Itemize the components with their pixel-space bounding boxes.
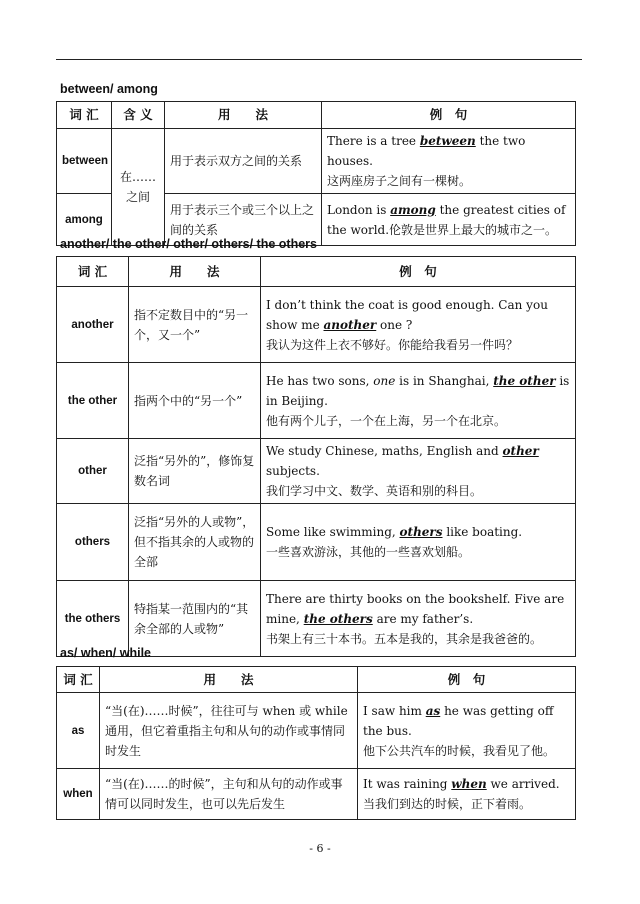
usage-cell: 用于表示双方之间的关系: [165, 129, 322, 194]
keyword: the others: [303, 611, 373, 626]
emphasis-word: one: [373, 373, 396, 388]
keyword: the other: [493, 373, 556, 388]
section-title-between-among: between/ among: [60, 82, 158, 96]
example-text: is in Beijing.: [266, 373, 570, 408]
example-english: [266, 589, 570, 629]
word-cell: between: [57, 129, 112, 194]
header-meaning: 含 义: [112, 102, 165, 129]
usage-cell: “当(在)……时候”，往往可与 when 或 while 通用，但它着重指主句和从句的动作或事情同时发生: [100, 693, 358, 769]
word-cell: another: [57, 287, 129, 363]
example-text: He has two sons,: [266, 373, 374, 388]
example-text: subjects.: [266, 464, 320, 478]
example-chinese: 他下公共汽车的时候，我看见了他。: [363, 743, 556, 758]
example-text: It was raining: [363, 777, 452, 791]
usage-cell: “当(在)……的时候”，主句和从句的动作或事情可以同时发生，也可以先后发生: [100, 769, 358, 820]
example-text: There are thirty books on the bookshelf. Five are mine,: [266, 591, 565, 626]
example-chinese: 我们学习中文、数学、英语和别的科目。: [266, 484, 483, 498]
example-chinese: 书架上有三十本书。五本是我的，其余是我爸爸的。: [266, 631, 543, 646]
header-usage: 用 法: [165, 102, 322, 129]
keyword: others: [399, 525, 443, 539]
example-english: [327, 131, 570, 171]
example-chinese: 我认为这件上衣不够好。你能给我看另一件吗？: [266, 337, 519, 352]
example-cell: [358, 693, 576, 769]
example-text: we arrived.: [486, 777, 560, 791]
example-cell: [261, 504, 576, 581]
example-chinese: 这两座房子之间有一棵树。: [327, 174, 472, 188]
example-chinese: 他有两个儿子，一个在上海，另一个在北京。: [266, 413, 507, 428]
example-cell: [261, 581, 576, 657]
page-number: - 6 -: [309, 842, 331, 855]
keyword: as: [425, 703, 441, 718]
usage-cell: 指不定数目中的“另一个，又一个”: [129, 287, 261, 363]
example-text: We study Chinese, maths, English and: [266, 444, 503, 458]
header-word: 词 汇: [57, 102, 112, 129]
keyword: among: [390, 202, 436, 217]
table-row: [57, 129, 576, 194]
word-cell: among: [57, 194, 112, 246]
example-text: the two houses.: [327, 134, 526, 168]
example-cell: [261, 287, 576, 363]
table-header-row: [57, 102, 576, 129]
usage-cell: 指两个中的“另一个”: [129, 363, 261, 439]
example-chinese: 一些喜欢游泳，其他的一些喜欢划船。: [266, 545, 471, 559]
header-example: 例 句: [358, 667, 576, 693]
example-chinese: 当我们到达的时候，正下着雨。: [363, 797, 532, 811]
example-chinese: 伦敦是世界上最大的城市之一。: [389, 222, 558, 237]
word-cell: the others: [57, 581, 129, 657]
top-rule: [56, 59, 582, 60]
meaning-cell: 在…… 之间: [112, 129, 165, 246]
example-english: [266, 522, 570, 542]
example-english: [363, 774, 570, 794]
another-others-table: [56, 256, 576, 657]
word-cell: others: [57, 504, 129, 581]
section-title-as-when-while: as/ when/ while: [60, 646, 151, 660]
header-usage: 用 法: [129, 257, 261, 287]
example-text: the greatest cities of the world.: [327, 202, 566, 237]
example-cell: [261, 363, 576, 439]
keyword: other: [502, 444, 539, 458]
example-english: [266, 295, 570, 335]
usage-cell: 泛指“另外的”，修饰复数名词: [129, 439, 261, 504]
header-word: 词 汇: [57, 667, 100, 693]
usage-cell: 用于表示三个或三个以上之间的关系: [165, 194, 322, 246]
keyword: another: [323, 317, 377, 332]
example-english: [327, 200, 570, 240]
word-cell: the other: [57, 363, 129, 439]
table-row: [57, 769, 576, 820]
header-example: 例 句: [261, 257, 576, 287]
table-row: [57, 439, 576, 504]
table-row: [57, 504, 576, 581]
keyword: when: [451, 777, 487, 791]
header-example: 例 句: [322, 102, 576, 129]
word-cell: when: [57, 769, 100, 820]
example-text: I saw him: [363, 703, 426, 718]
keyword: between: [419, 134, 476, 148]
example-text: like boating.: [442, 525, 523, 539]
table-header-row: [57, 667, 576, 693]
between-among-table: [56, 101, 576, 246]
table-header-row: [57, 257, 576, 287]
example-cell: [322, 194, 576, 246]
example-cell: [322, 129, 576, 194]
table-row: [57, 287, 576, 363]
usage-cell: 泛指“另外的人或物”，但不指其余的人或物的全部: [129, 504, 261, 581]
example-text: Some like swimming,: [266, 525, 400, 539]
usage-cell: 特指某一范围内的“其余全部的人或物”: [129, 581, 261, 657]
example-english: [266, 371, 570, 411]
table-row: [57, 363, 576, 439]
example-text: There is a tree: [327, 134, 420, 148]
example-cell: [261, 439, 576, 504]
word-cell: other: [57, 439, 129, 504]
word-cell: as: [57, 693, 100, 769]
example-text: he was getting off the bus.: [363, 703, 554, 738]
example-text: I don’t think the coat is good enough. Can you show me: [266, 297, 548, 332]
as-when-while-table: [56, 666, 576, 820]
example-cell: [358, 769, 576, 820]
header-usage: 用 法: [100, 667, 358, 693]
example-text: London is: [327, 202, 391, 217]
example-text: is in Shanghai,: [395, 373, 494, 388]
example-english: [266, 441, 570, 481]
header-word: 词 汇: [57, 257, 129, 287]
table-row: [57, 693, 576, 769]
section-title-another-others: another/ the other/ other/ others/ the others: [60, 237, 317, 251]
example-text: one ?: [376, 317, 413, 332]
example-english: [363, 701, 570, 741]
example-text: are my father’s.: [372, 611, 474, 626]
